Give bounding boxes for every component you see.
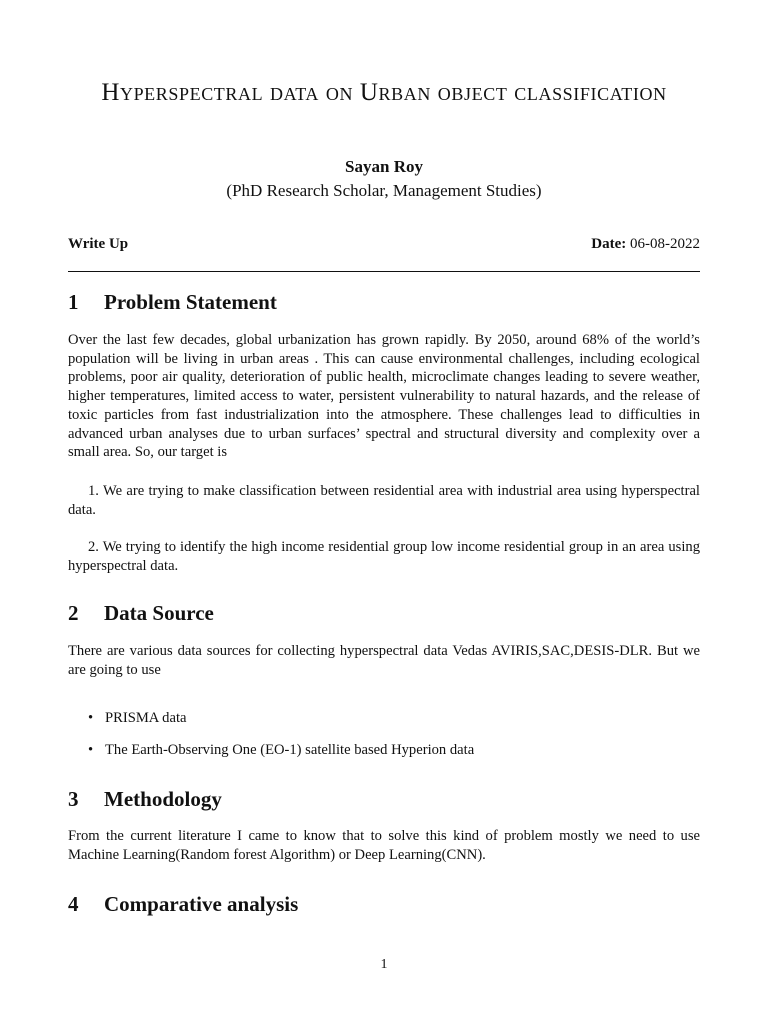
section-title: Data Source	[104, 601, 214, 625]
section-title: Methodology	[104, 787, 222, 811]
target-item-1: 1. We are trying to make classification between residential area with industrial area using hyperspectral data.	[68, 483, 700, 518]
section-heading-data-source	[68, 601, 214, 626]
page-number: 1	[380, 957, 388, 972]
bullet-text: The Earth-Observing One (EO-1) satellite based Hyperion data	[105, 742, 475, 758]
section-heading-methodology	[68, 787, 222, 812]
bullet-text: PRISMA data	[105, 710, 187, 726]
data-source-paragraph: There are various data sources for collecting hyperspectral data Vedas AVIRIS,SAC,DESIS-DLR. But we are going to use	[68, 643, 700, 678]
section-heading-problem-statement	[68, 290, 277, 315]
author-affiliation: (PhD Research Scholar, Management Studies)	[226, 181, 542, 200]
date-label: Date:	[591, 236, 627, 252]
bullet-icon: •	[88, 710, 94, 726]
methodology-paragraph: From the current literature I came to know that to solve this kind of problem mostly we need to use Machine Learning(Random forest Algorithm) or Deep Learning(CNN).	[68, 828, 700, 863]
date-value: 06-08-2022	[630, 236, 700, 252]
section-title: Problem Statement	[104, 290, 277, 314]
problem-statement-paragraph: Over the last few decades, global urbanization has grown rapidly. By 2050, around 68% of the world’s population will be living in urban areas . This can cause environmental challenges, including ecological problems, poor air quality, deterioration of public health, microclimate changes leading to severe weather, higher temperatures, limited access to water, persistent vulnerability to natural hazards, and the release of toxic particles from fast industrialization into the atmosphere. These challenges lead to difficulties in advanced urban analyses due to urban surfaces’ spectral and structural diversity and complexity over a small area. So, our target is	[68, 332, 700, 461]
section-number: 4	[68, 892, 79, 916]
section-heading-comparative-analysis	[68, 892, 298, 917]
document-date	[591, 236, 700, 253]
section-number: 2	[68, 601, 79, 625]
document-type: Write Up	[68, 236, 129, 252]
target-item-2: 2. We trying to identify the high income residential group low income residential group in an area using hyperspectral data.	[68, 539, 700, 574]
section-title: Comparative analysis	[104, 892, 299, 916]
paper-title: Hyperspectral data on Urban object classification	[101, 79, 667, 106]
bullet-item	[88, 741, 474, 760]
bullet-item	[88, 709, 187, 728]
bullet-icon: •	[88, 742, 94, 758]
author-name: Sayan Roy	[345, 157, 423, 176]
section-number: 3	[68, 787, 79, 811]
header-divider	[68, 271, 700, 272]
section-number: 1	[68, 290, 79, 314]
